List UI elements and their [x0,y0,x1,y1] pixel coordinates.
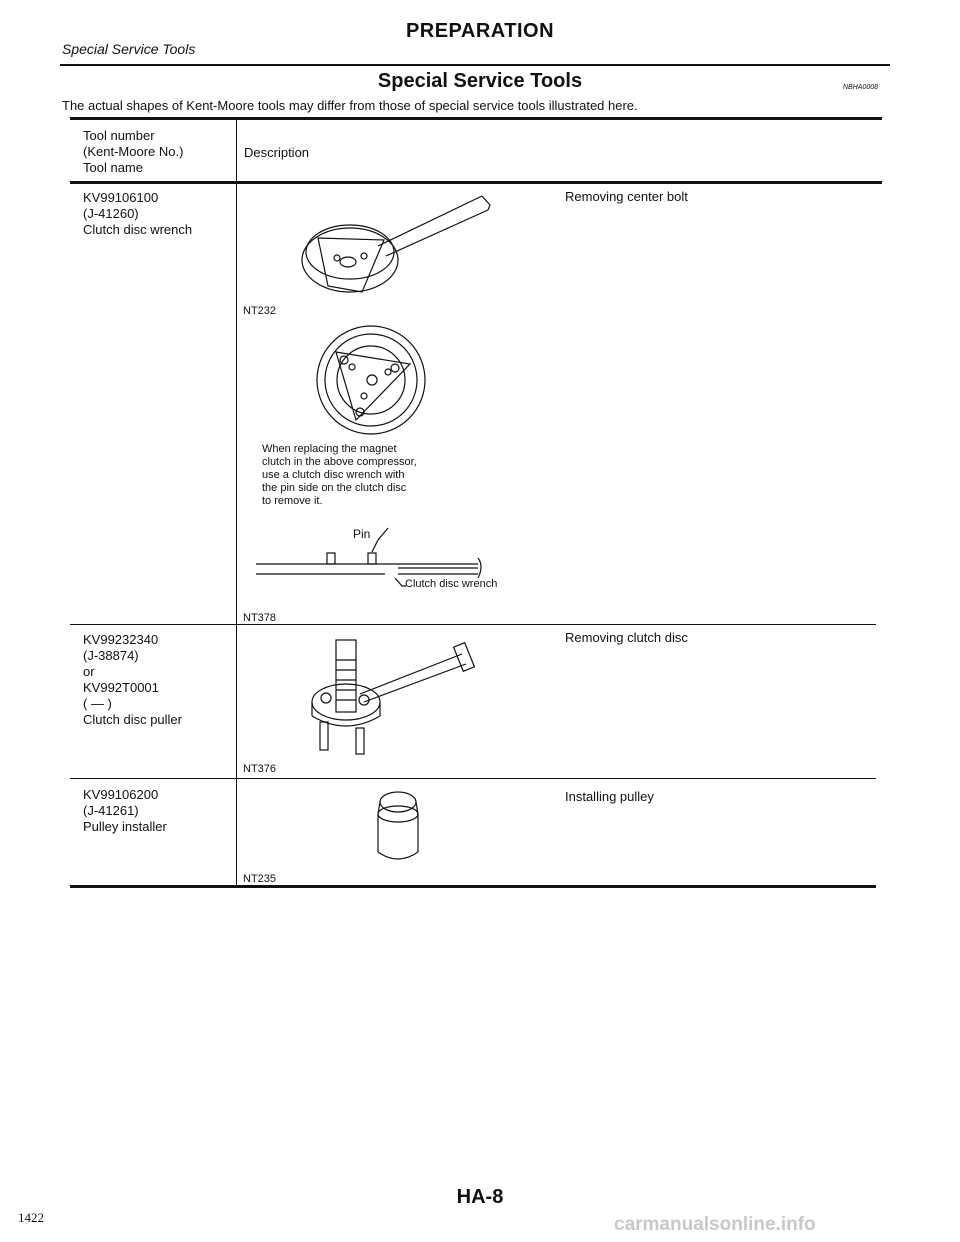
figure-ref: NT232 [243,305,277,317]
section-label: Special Service Tools [62,41,196,57]
note-line: clutch in the above compressor, [262,456,417,468]
kent-moore-number: (J-41261) [83,803,139,818]
chapter-title: PREPARATION [405,20,555,42]
note-line: to remove it. [262,495,323,507]
tool-name: Clutch disc puller [83,712,182,727]
kent-moore-number-alt: ( — ) [83,696,112,711]
kent-moore-number: (J-41260) [83,206,139,221]
figure-ref: NT235 [243,873,277,885]
page-title: Special Service Tools [377,70,583,92]
note-line: use a clutch disc wrench with [262,469,405,481]
tool-number: KV99106100 [83,190,159,205]
tool-number: KV99232340 [83,632,159,647]
kent-moore-number: (J-38874) [83,648,139,663]
tool-description: Removing center bolt [565,189,688,204]
figure-ref: NT378 [243,612,277,624]
intro-text: The actual shapes of Kent-Moore tools may differ from those of special service tools illustrated here. [62,98,638,113]
figure-ref: NT376 [243,763,277,775]
table-bottom-rule [70,885,876,888]
pin-label: Pin [353,527,371,541]
column-header-line: Tool number [83,128,155,143]
watermark: carmanualsonline.info [614,1214,816,1235]
tool-description: Installing pulley [565,789,654,804]
note-line: the pin side on the clutch disc [262,482,407,494]
column-header-line: (Kent-Moore No.) [83,144,184,159]
tool-number: KV99106200 [83,787,159,802]
column-header-line: Tool name [83,160,143,175]
wrench-callout-label: Clutch disc wrench [405,578,498,590]
note-line: When replacing the magnet [262,443,397,455]
column-header-description: Description [244,145,310,160]
page-code: HA-8 [456,1186,504,1208]
page-number: 1422 [18,1210,44,1225]
tool-number-alt: KV992T0001 [83,680,159,695]
doc-code: NBHA0008 [843,84,879,91]
tool-name: Pulley installer [83,819,167,834]
tool-name: Clutch disc wrench [83,222,193,237]
tool-description: Removing clutch disc [565,630,688,645]
alternate-label: or [83,664,95,679]
